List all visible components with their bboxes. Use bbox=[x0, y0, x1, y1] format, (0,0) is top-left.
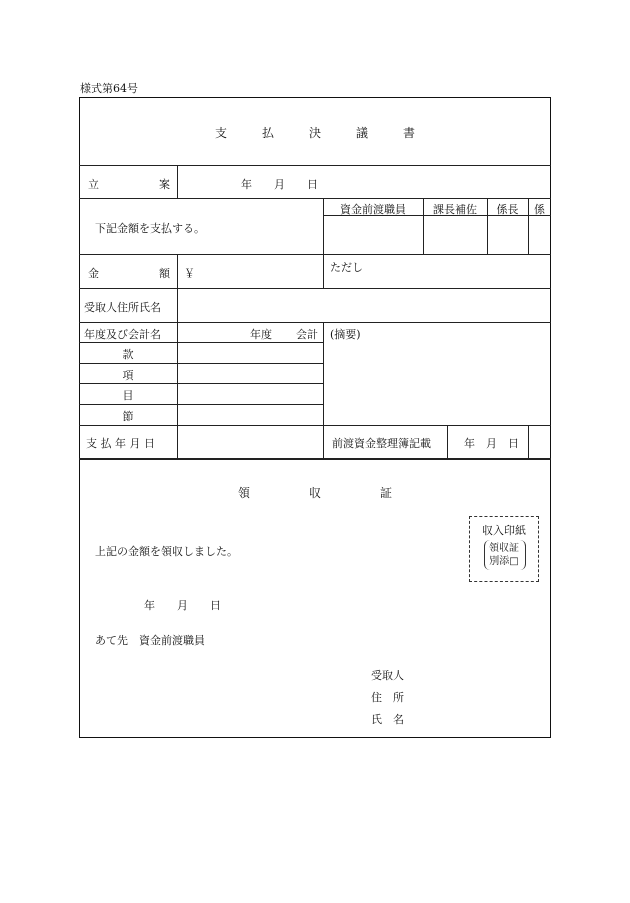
address-label: 住 所 bbox=[371, 691, 404, 704]
fiscal-label: 年度及び会計名 bbox=[84, 328, 161, 341]
approver-header: 係 bbox=[534, 203, 545, 216]
payment-statement: 下記金額を支払する。 bbox=[95, 222, 205, 235]
amount-label: 金 額 bbox=[88, 267, 170, 280]
divider bbox=[79, 363, 323, 364]
stamp-title: 収入印紙 bbox=[482, 524, 526, 537]
addressee: あて先 資金前渡職員 bbox=[95, 634, 205, 647]
recipient-label: 受取人住所氏名 bbox=[84, 301, 161, 314]
ledger-label: 前渡資金整理簿記載 bbox=[332, 437, 431, 450]
divider bbox=[79, 288, 551, 289]
budget-item-setsu: 節 bbox=[122, 410, 134, 423]
receiver-label: 受取人 bbox=[371, 669, 404, 682]
receipt-divider bbox=[79, 458, 551, 460]
approver-header: 課長補佐 bbox=[433, 203, 477, 216]
rikkan-label: 立 案 bbox=[88, 178, 170, 191]
rikkan-date: 年 月 日 bbox=[241, 178, 318, 191]
divider bbox=[447, 425, 448, 458]
divider bbox=[79, 254, 551, 255]
divider bbox=[177, 288, 178, 322]
divider bbox=[177, 254, 178, 288]
fiscal-account-label: 会計 bbox=[296, 328, 318, 341]
currency-symbol: ￥ bbox=[184, 267, 195, 280]
stamp-note-line: 領収証 bbox=[489, 543, 519, 554]
divider bbox=[79, 425, 551, 426]
memo-label: (摘要) bbox=[330, 328, 361, 341]
divider bbox=[323, 322, 324, 458]
divider bbox=[79, 165, 551, 166]
receipt-text: 上記の金額を領収しました。 bbox=[95, 545, 238, 558]
form-title: 支 払 決 議 書 bbox=[214, 126, 416, 140]
divider bbox=[79, 198, 551, 199]
budget-item-kou: 項 bbox=[122, 369, 134, 382]
amount-note: ただし bbox=[330, 261, 363, 274]
divider bbox=[79, 322, 551, 323]
budget-item-kan: 款 bbox=[122, 348, 134, 361]
divider bbox=[79, 404, 323, 405]
divider bbox=[79, 383, 323, 384]
approver-header: 資金前渡職員 bbox=[340, 203, 406, 216]
receipt-date: 年 月 日 bbox=[144, 599, 221, 612]
approver-header: 係長 bbox=[496, 203, 519, 216]
budget-item-moku: 目 bbox=[122, 389, 134, 402]
fiscal-year-label: 年度 bbox=[250, 328, 272, 341]
stamp-note-line: 別添□ bbox=[489, 556, 519, 567]
form-number: 様式第64号 bbox=[80, 82, 138, 95]
payment-date-label: 支 払 年 月 日 bbox=[86, 437, 155, 450]
name-label: 氏 名 bbox=[371, 713, 404, 726]
divider bbox=[79, 342, 323, 343]
revenue-stamp-box bbox=[469, 516, 539, 582]
stamp-note bbox=[470, 542, 538, 568]
receipt-title: 領 収 証 bbox=[237, 486, 393, 500]
ledger-date: 年 月 日 bbox=[464, 437, 519, 450]
divider bbox=[177, 165, 178, 198]
divider bbox=[323, 254, 324, 288]
divider bbox=[177, 322, 178, 458]
divider bbox=[528, 425, 529, 458]
